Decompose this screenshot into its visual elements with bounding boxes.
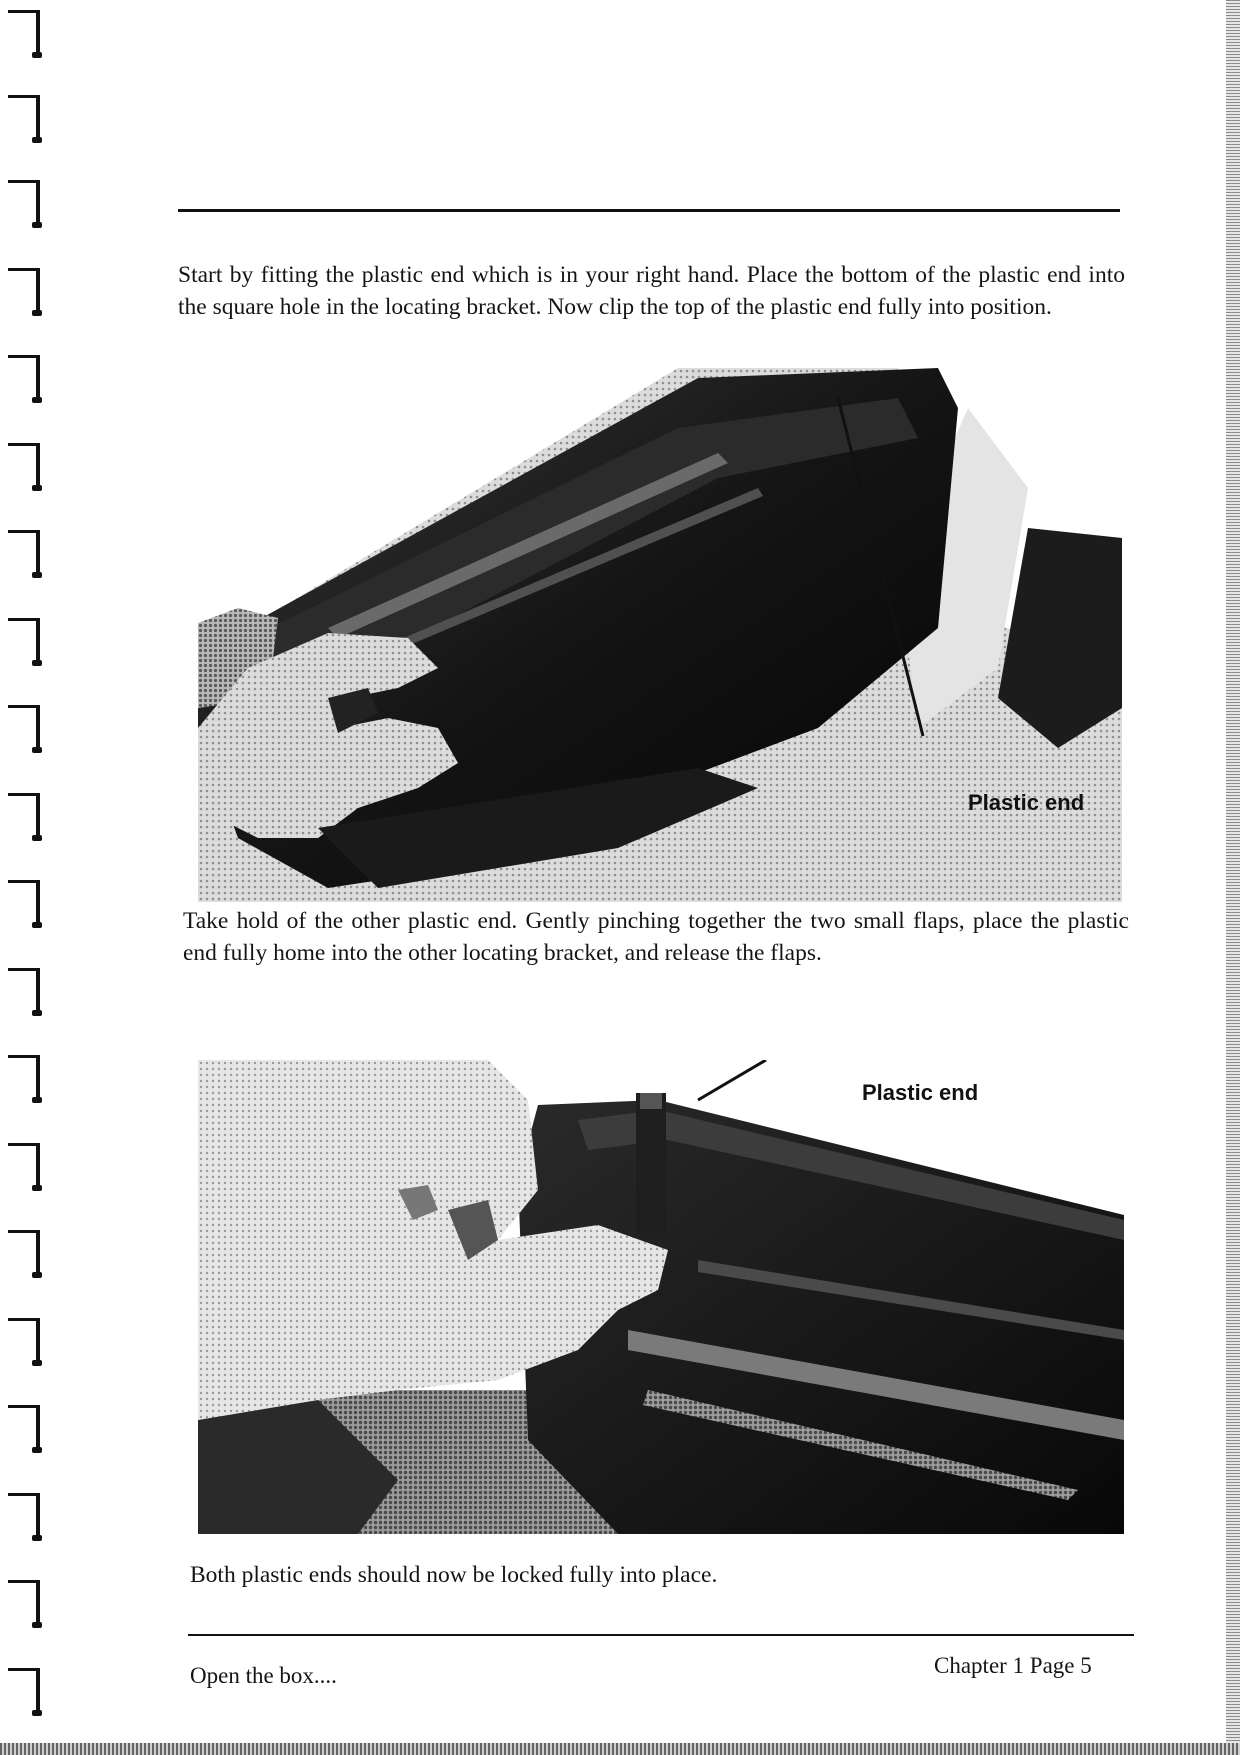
footer-section-title: Open the box.... <box>190 1663 337 1688</box>
binder-ring-mark <box>8 705 44 751</box>
instruction-paragraph-2: Take hold of the other plastic end. Gently pinching together the two small flaps, place the plastic end fully home into the other locating bracket, and release the flaps. <box>183 908 1129 966</box>
figure-2-photo <box>198 1060 1124 1534</box>
instruction-paragraph-1: Start by fitting the plastic end which is in your right hand. Place the bottom of the plastic end into the square hole in the locating bracket. Now clip the top of the plastic end fully into position. <box>178 262 1125 320</box>
plastic-end-part <box>636 1093 666 1233</box>
scan-edge-right <box>1226 0 1240 1755</box>
footer-page-number: Chapter 1 Page 5 <box>934 1653 1092 1678</box>
binder-ring-mark <box>8 180 44 226</box>
binder-ring-mark <box>8 268 44 314</box>
header-rule <box>178 209 1120 212</box>
scan-edge-bottom <box>0 1743 1240 1755</box>
binder-ring-mark <box>8 530 44 576</box>
figure-1-photo <box>198 368 1122 902</box>
binder-ring-mark <box>8 10 44 56</box>
binder-ring-mark <box>8 1055 44 1101</box>
footer-rule <box>188 1634 1134 1636</box>
figure-fitting-right-plastic-end <box>198 368 1122 902</box>
figure-fitting-other-plastic-end <box>198 1060 1124 1534</box>
binder-ring-mark <box>8 1580 44 1626</box>
binder-ring-mark <box>8 968 44 1014</box>
callout-line-2 <box>698 1060 766 1100</box>
binder-ring-mark <box>8 443 44 489</box>
binder-ring-mark <box>8 793 44 839</box>
binder-ring-mark <box>8 1318 44 1364</box>
figure-1-callout-label: Plastic end <box>968 790 1085 815</box>
binder-margin <box>0 0 70 1755</box>
binder-ring-mark <box>8 1405 44 1451</box>
binder-ring-mark <box>8 880 44 926</box>
instruction-paragraph-3: Both plastic ends should now be locked fully into place. <box>190 1562 718 1588</box>
binder-ring-mark <box>8 618 44 664</box>
binder-ring-mark <box>8 95 44 141</box>
binder-ring-mark <box>8 1143 44 1189</box>
plastic-end-clip <box>640 1093 662 1109</box>
figure-2-callout-label: Plastic end <box>862 1080 979 1105</box>
binder-ring-mark <box>8 1493 44 1539</box>
binder-ring-mark <box>8 355 44 401</box>
binder-ring-mark <box>8 1230 44 1276</box>
binder-ring-mark <box>8 1668 44 1714</box>
